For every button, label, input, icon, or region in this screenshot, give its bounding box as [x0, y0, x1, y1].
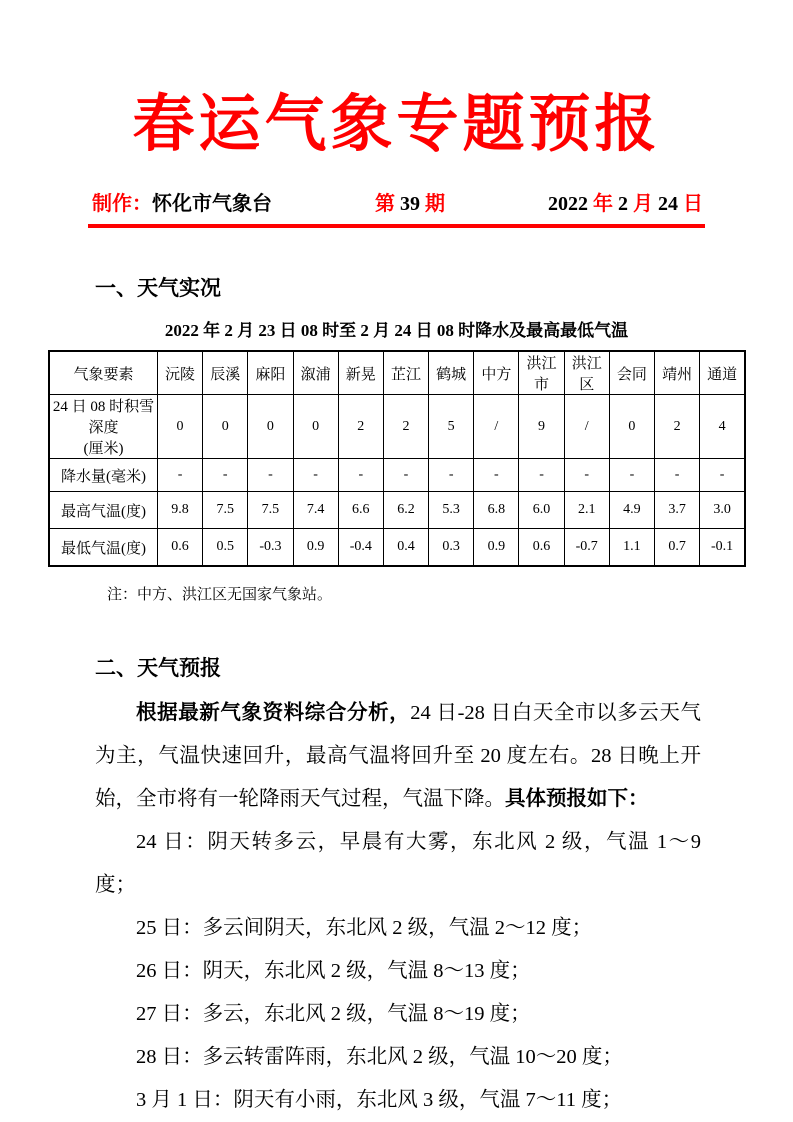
date-day: 24	[653, 193, 683, 216]
forecast-line: 28 日：多云转雷阵雨，东北风 2 级，气温 10～20 度；	[136, 1046, 623, 1069]
value-cell: -	[429, 459, 474, 492]
value-cell: 2.1	[564, 492, 609, 529]
col-header-station: 鹤城	[429, 351, 474, 395]
value-cell: 6.0	[519, 492, 564, 529]
value-cell: 0.9	[293, 529, 338, 567]
value-cell: /	[564, 395, 609, 459]
section1-heading: 一、天气实况	[95, 276, 221, 301]
value-cell: 6.8	[474, 492, 519, 529]
value-cell: -	[248, 459, 293, 492]
value-cell: 1.1	[609, 529, 654, 567]
intro-text: 24 日-28 日白天全市以多云天气为主，气温快速回升，最高气温将回升至 20 度左右。28 日晚上开始，全市将有一轮降雨天气过程，气温下降。	[95, 702, 702, 811]
value-cell: 2	[383, 395, 428, 459]
value-cell: -	[609, 459, 654, 492]
issue-prefix: 第	[375, 193, 400, 216]
value-cell: -	[203, 459, 248, 492]
value-cell: -	[564, 459, 609, 492]
value-cell: -	[157, 459, 202, 492]
value-cell: -	[338, 459, 383, 492]
col-header-station: 洪江市	[519, 351, 564, 395]
forecast-line: 25 日：多云间阴天，东北风 2 级，气温 2～12 度；	[136, 917, 593, 940]
table-row	[49, 492, 745, 529]
col-header-station: 中方	[474, 351, 519, 395]
value-cell: 0.7	[655, 529, 700, 567]
producer-label: 制作：	[92, 193, 152, 216]
row-label: 降水量(毫米)	[49, 459, 157, 492]
value-cell: 7.5	[248, 492, 293, 529]
forecast-body	[0, 692, 793, 1122]
row-label: 最低气温(度)	[49, 529, 157, 567]
value-cell: 2	[655, 395, 700, 459]
table-note: 注：中方、洪江区无国家气象站。	[107, 587, 333, 604]
value-cell: 3.0	[700, 492, 745, 529]
col-header-station: 溆浦	[293, 351, 338, 395]
col-header-station: 通道	[700, 351, 745, 395]
value-cell: 9	[519, 395, 564, 459]
value-cell: -0.4	[338, 529, 383, 567]
value-cell: -	[655, 459, 700, 492]
col-header-element: 气象要素	[49, 351, 157, 395]
value-cell: 0.5	[203, 529, 248, 567]
producer-line	[92, 187, 272, 216]
value-cell: 0	[293, 395, 338, 459]
value-cell: 0.9	[474, 529, 519, 567]
value-cell: 0	[248, 395, 293, 459]
col-header-station: 麻阳	[248, 351, 293, 395]
value-cell: 0.4	[383, 529, 428, 567]
value-cell: -0.3	[248, 529, 293, 567]
value-cell: 9.8	[157, 492, 202, 529]
value-cell: -0.1	[700, 529, 745, 567]
value-cell: 7.4	[293, 492, 338, 529]
issue-value: 39	[400, 193, 420, 216]
date-day-unit: 日	[683, 193, 703, 216]
header-divider-rule	[88, 224, 705, 228]
col-header-station: 靖州	[655, 351, 700, 395]
date-month-unit: 月	[633, 193, 653, 216]
value-cell: -	[519, 459, 564, 492]
row-label: 最高气温(度)	[49, 492, 157, 529]
table-row	[49, 395, 745, 459]
value-cell: 4.9	[609, 492, 654, 529]
value-cell: 0.6	[157, 529, 202, 567]
value-cell: 0.6	[519, 529, 564, 567]
value-cell: 5.3	[429, 492, 474, 529]
table-header-row	[49, 351, 745, 395]
weather-table-title: 2022 年 2 月 23 日 08 时至 2 月 24 日 08 时降水及最高最低气温	[164, 321, 629, 341]
value-cell: 0.3	[429, 529, 474, 567]
value-cell: /	[474, 395, 519, 459]
byline	[92, 187, 703, 216]
document-title: 春运气象专题预报	[132, 91, 661, 159]
value-cell: 3.7	[655, 492, 700, 529]
value-cell: 5	[429, 395, 474, 459]
forecast-line: 24 日：阴天转多云，早晨有大雾，东北风 2 级，气温 1～9 度；	[95, 831, 701, 897]
value-cell: 0	[157, 395, 202, 459]
issue-date	[548, 187, 703, 216]
section2-heading: 二、天气预报	[95, 656, 221, 681]
intro-bold-lead: 根据最新气象资料综合分析，	[136, 702, 411, 725]
value-cell: 0	[203, 395, 248, 459]
col-header-station: 新晃	[338, 351, 383, 395]
col-header-station: 会同	[609, 351, 654, 395]
value-cell: 6.6	[338, 492, 383, 529]
forecast-intro	[95, 692, 701, 821]
table-row	[49, 529, 745, 567]
table-row	[49, 459, 745, 492]
col-header-station: 沅陵	[157, 351, 202, 395]
col-header-station: 洪江区	[564, 351, 609, 395]
table-body	[49, 395, 745, 567]
value-cell: -0.7	[564, 529, 609, 567]
date-year-unit: 年	[593, 193, 613, 216]
value-cell: 4	[700, 395, 745, 459]
value-cell: -	[293, 459, 338, 492]
intro-bold-tail: 具体预报如下：	[505, 788, 649, 811]
issue-number	[375, 187, 445, 216]
value-cell: 2	[338, 395, 383, 459]
value-cell: -	[700, 459, 745, 492]
row-label: 24 日 08 时积雪深度 (厘米)	[49, 395, 157, 459]
forecast-line: 27 日：多云，东北风 2 级，气温 8～19 度；	[136, 1003, 531, 1026]
issue-suffix: 期	[420, 193, 445, 216]
forecast-line: 3 月 1 日：阴天有小雨，东北风 3 级，气温 7～11 度；	[136, 1089, 623, 1112]
col-header-station: 芷江	[383, 351, 428, 395]
weather-table	[48, 350, 746, 567]
producer-name: 怀化市气象台	[152, 193, 272, 216]
forecast-list	[0, 821, 793, 1122]
forecast-line: 26 日：阴天，东北风 2 级，气温 8～13 度；	[136, 960, 531, 983]
col-header-station: 辰溪	[203, 351, 248, 395]
value-cell: -	[474, 459, 519, 492]
date-month: 2	[613, 193, 633, 216]
value-cell: 7.5	[203, 492, 248, 529]
date-year: 2022	[548, 193, 593, 216]
value-cell: 0	[609, 395, 654, 459]
value-cell: -	[383, 459, 428, 492]
value-cell: 6.2	[383, 492, 428, 529]
